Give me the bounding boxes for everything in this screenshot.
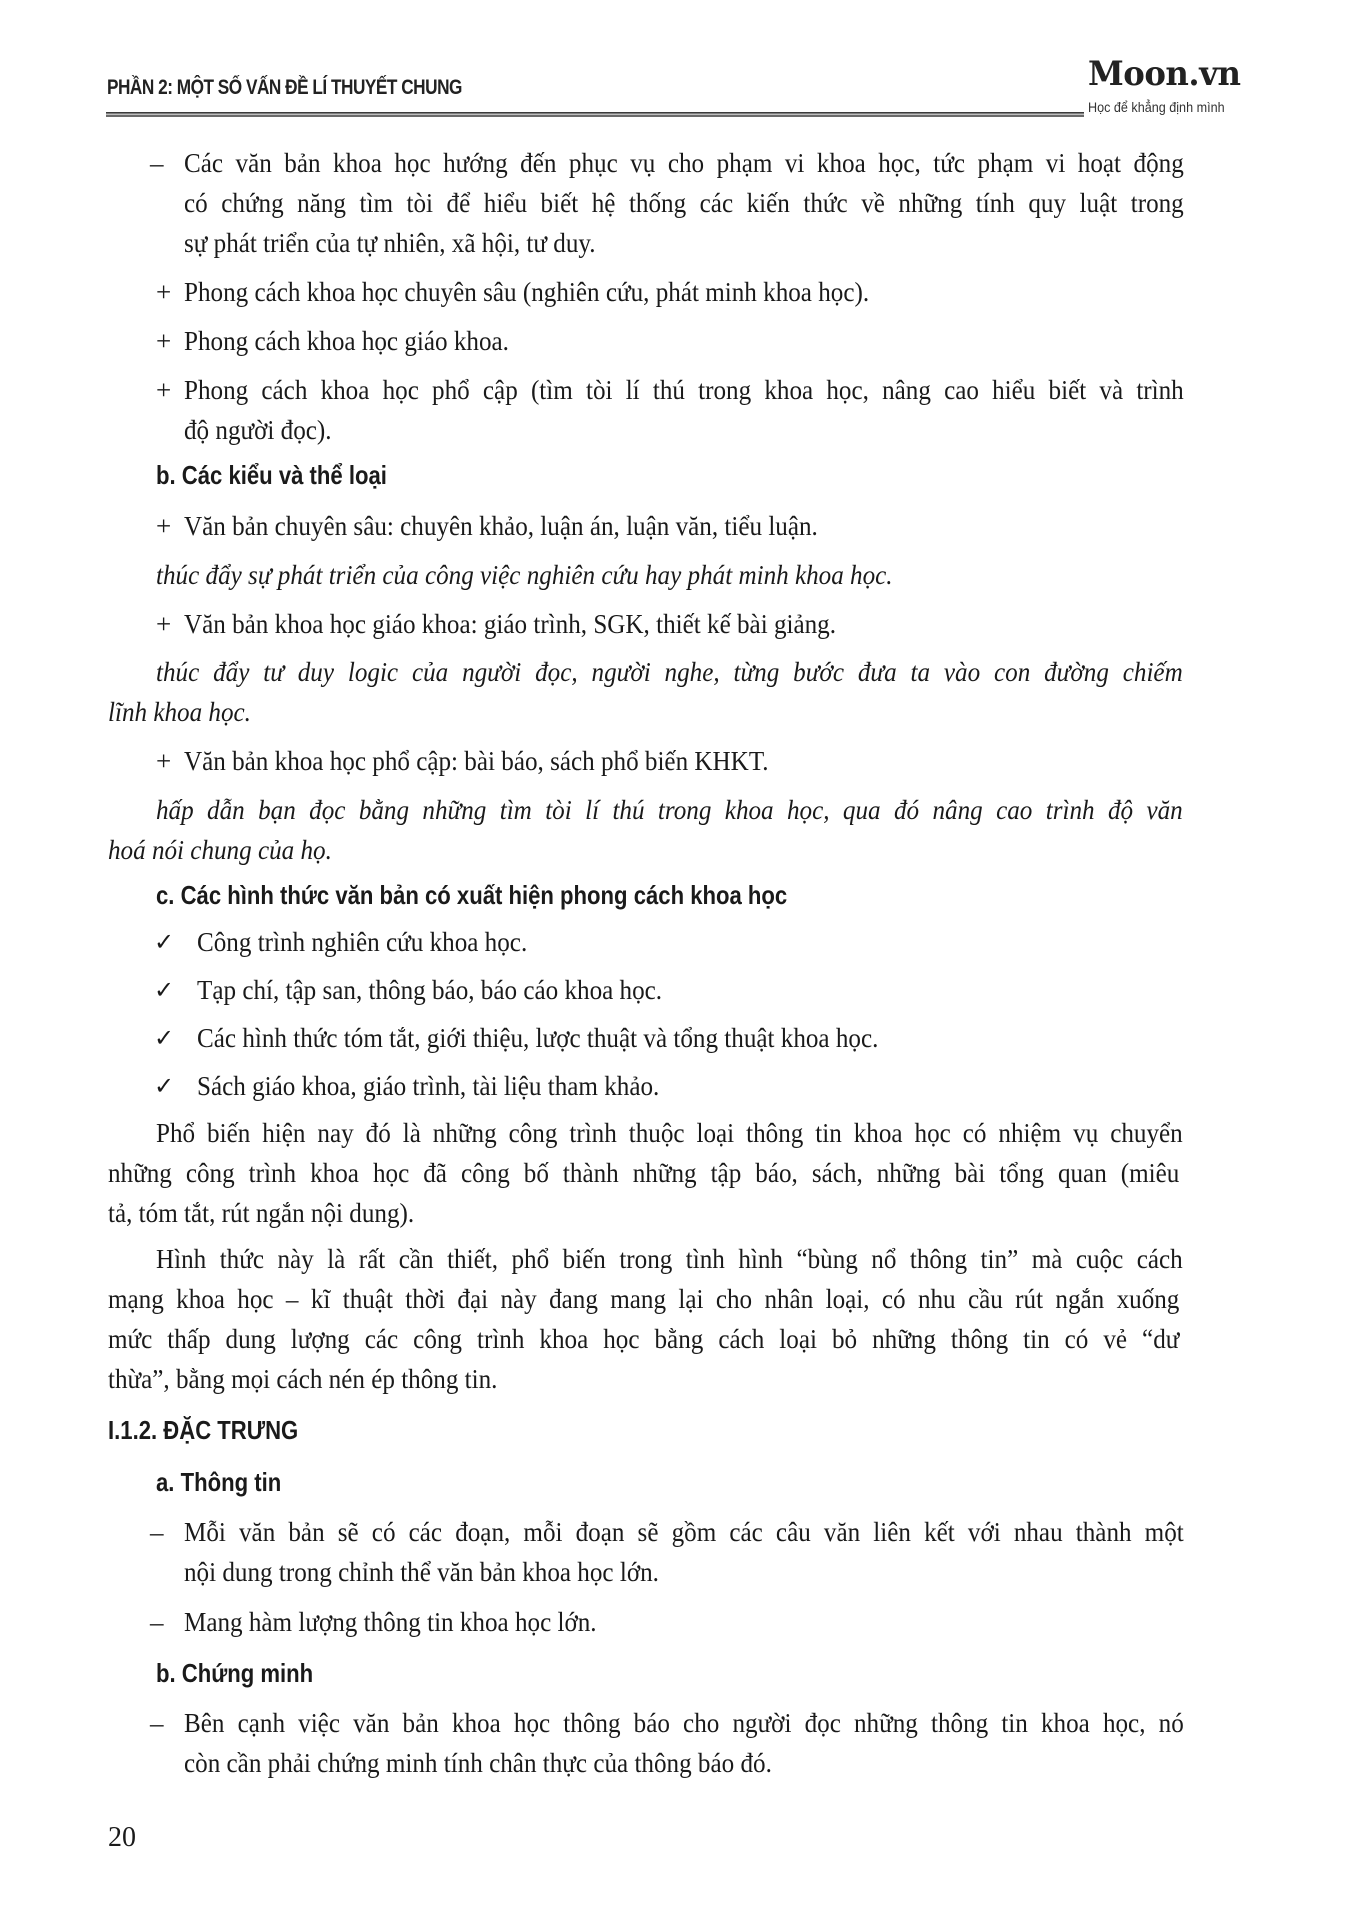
plus-marker: + (156, 609, 172, 639)
text-line: có chứng năng tìm tòi để hiểu biết hệ thống các kiến thức về những tính quy luật trong (184, 188, 1184, 218)
dash-marker: – (150, 1607, 164, 1637)
list-item: Mỗi văn bản sẽ có các đoạn, mỗi đoạn sẽ gồm các câu văn liên kết với nhau thành một (184, 1517, 1184, 1547)
list-item: Văn bản khoa học giáo khoa: giáo trình, SGK, thiết kế bài giảng. (184, 609, 837, 639)
paragraph-line: Phổ biến hiện nay đó là những công trình thuộc loại thông tin khoa học có nhiệm vụ chuyển (156, 1118, 1183, 1148)
checklist-item: Tạp chí, tập san, thông báo, báo cáo khoa học. (197, 975, 663, 1005)
italic-note: thúc đẩy tư duy logic của người đọc, người nghe, từng bước đưa ta vào con đường chiếm (156, 657, 1183, 687)
list-item: Phong cách khoa học chuyên sâu (nghiên cứu, phát minh khoa học). (184, 277, 870, 307)
list-item: Mang hàm lượng thông tin khoa học lớn. (184, 1607, 597, 1637)
checkmark-icon: ✓ (154, 976, 175, 1004)
checklist-item: Sách giáo khoa, giáo trình, tài liệu tham khảo. (197, 1071, 660, 1101)
italic-note: hấp dẫn bạn đọc bằng những tìm tòi lí thú trong khoa học, qua đó nâng cao trình độ văn (156, 795, 1183, 825)
italic-note: thúc đẩy sự phát triển của công việc nghiên cứu hay phát minh khoa học. (156, 560, 893, 590)
list-item: Văn bản khoa học phổ cập: bài báo, sách phổ biến KHKT. (184, 746, 769, 776)
checklist-item: Các hình thức tóm tắt, giới thiệu, lược thuật và tổng thuật khoa học. (197, 1023, 879, 1053)
subsection-b-heading: b. Chứng minh (156, 1658, 314, 1688)
list-item: còn cần phải chứng minh tính chân thực của thông báo đó. (184, 1748, 772, 1778)
list-item: nội dung trong chỉnh thể văn bản khoa học lớn. (184, 1557, 659, 1587)
header-divider (106, 112, 1084, 117)
text-line: sự phát triển của tự nhiên, xã hội, tư duy. (184, 228, 596, 258)
section-c-heading: c. Các hình thức văn bản có xuất hiện phong cách khoa học (156, 880, 788, 910)
text-line: Các văn bản khoa học hướng đến phục vụ cho phạm vi khoa học, tức phạm vi hoạt động (184, 148, 1184, 178)
paragraph-line: tả, tóm tắt, rút ngắn nội dung). (108, 1198, 415, 1228)
list-item: Phong cách khoa học phổ cập (tìm tòi lí thú trong khoa học, nâng cao hiểu biết và trình (184, 375, 1184, 405)
plus-marker: + (156, 746, 172, 776)
checkmark-icon: ✓ (154, 1024, 175, 1052)
dash-marker: – (150, 1708, 164, 1738)
italic-note: lĩnh khoa học. (108, 697, 251, 727)
section-i-1-2-heading: I.1.2. ĐẶC TRƯNG (108, 1415, 299, 1445)
paragraph-line: mạng khoa học – kĩ thuật thời đại này đang mang lại cho nhân loại, có nhu cầu rút ngắn xuống (108, 1284, 1180, 1314)
checklist-item: Công trình nghiên cứu khoa học. (197, 927, 528, 957)
page-number: 20 (108, 1822, 136, 1853)
list-item: Bên cạnh việc văn bản khoa học thông báo cho người đọc những thông tin khoa học, nó (184, 1708, 1184, 1738)
paragraph-line: thừa”, bằng mọi cách nén ép thông tin. (108, 1364, 498, 1394)
list-item: Phong cách khoa học giáo khoa. (184, 326, 509, 356)
checkmark-icon: ✓ (154, 928, 175, 956)
list-item: Văn bản chuyên sâu: chuyên khảo, luận án, luận văn, tiểu luận. (184, 511, 818, 541)
plus-marker: + (156, 277, 172, 307)
moon-logo: Moon.vn (1088, 54, 1241, 94)
logo-tagline: Học để khẳng định mình (1088, 99, 1225, 115)
checkmark-icon: ✓ (154, 1072, 175, 1100)
plus-marker: + (156, 375, 172, 405)
section-b-heading: b. Các kiểu và thể loại (156, 460, 387, 490)
plus-marker: + (156, 326, 172, 356)
paragraph-line: Hình thức này là rất cần thiết, phổ biến trong tình hình “bùng nổ thông tin” mà cuộc cách (156, 1244, 1183, 1274)
paragraph-line: những công trình khoa học đã công bố thành những tập báo, sách, những bài tổng quan (miêu (108, 1158, 1180, 1188)
paragraph-line: mức thấp dung lượng các công trình khoa học bằng cách loại bỏ những thông tin có vẻ “dư (108, 1324, 1180, 1354)
plus-marker: + (156, 511, 172, 541)
list-item: độ người đọc). (184, 415, 332, 445)
dash-marker: – (150, 1517, 164, 1547)
subsection-a-heading: a. Thông tin (156, 1467, 282, 1497)
italic-note: hoá nói chung của họ. (108, 835, 332, 865)
dash-marker: – (150, 148, 164, 178)
section-title: PHẦN 2: MỘT SỐ VẤN ĐỀ LÍ THUYẾT CHUNG (107, 76, 462, 99)
